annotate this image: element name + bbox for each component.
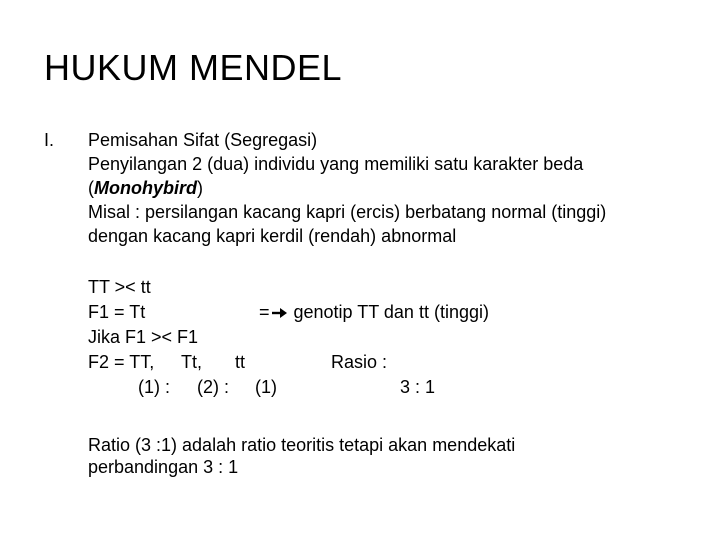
- count-3: (1): [255, 377, 277, 397]
- f2-label: F2 = TT,: [88, 352, 155, 372]
- right-arrow-icon: [271, 307, 289, 319]
- example-line-1: Misal : persilangan kacang kapri (ercis) berbatang normal (tinggi): [88, 202, 607, 222]
- ratio-label: Rasio :: [331, 352, 388, 372]
- count-1: (1) :: [138, 377, 171, 397]
- paren-close: ): [196, 178, 203, 198]
- paren-open: (: [88, 178, 94, 198]
- f2-genotype-3: tt: [235, 352, 246, 372]
- f1-result-text: genotip TT dan tt (tinggi): [293, 302, 489, 322]
- section-heading: Pemisahan Sifat (Segregasi): [88, 130, 318, 150]
- f2-genotype-2: Tt,: [181, 352, 202, 372]
- equals-sign: =: [259, 302, 270, 322]
- section-numeral: I.: [44, 130, 55, 150]
- monohybrid-line: [88, 176, 698, 200]
- ratio-value: 3 : 1: [400, 377, 436, 397]
- conclusion-line-1: Ratio (3 :1) adalah ratio teoritis tetapi akan mendekati: [88, 435, 516, 455]
- f1-line: F1 = Tt: [88, 302, 146, 322]
- monohybrid-term: Monohybird: [94, 178, 197, 198]
- example-line-2: dengan kacang kapri kerdil (rendah) abnormal: [88, 226, 457, 246]
- f1-result: [259, 300, 489, 325]
- cross-diagram: [88, 275, 688, 405]
- conclusion-line-2: perbandingan 3 : 1: [88, 457, 239, 477]
- count-2: (2) :: [197, 377, 230, 397]
- definition-line: Penyilangan 2 (dua) individu yang memiliki satu karakter beda: [88, 154, 584, 174]
- slide-title: HUKUM MENDEL: [44, 47, 343, 88]
- intro-paragraph: [88, 128, 698, 248]
- conclusion-paragraph: [88, 434, 688, 478]
- f1-self-cross: Jika F1 >< F1: [88, 327, 199, 347]
- parental-cross: TT >< tt: [88, 277, 151, 297]
